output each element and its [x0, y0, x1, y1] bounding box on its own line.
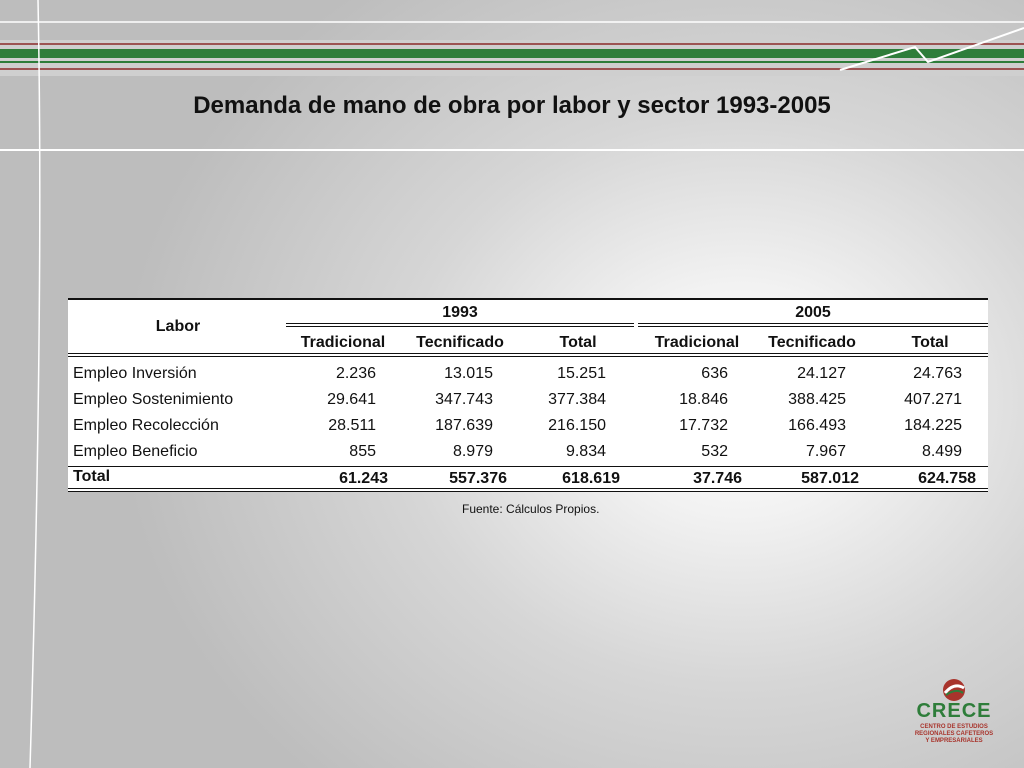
subheader-tradicional-2005: Tradicional — [654, 334, 740, 351]
table-cell: 15.251 — [557, 365, 606, 382]
labor-header: Labor — [155, 318, 201, 335]
total-row-label: Total — [73, 468, 111, 485]
table-cell: 29.641 — [327, 391, 376, 408]
subheader-tecnificado-1993: Tecnificado — [416, 334, 504, 351]
table-top-rule — [68, 298, 988, 300]
table-cell: 18.846 — [679, 391, 728, 408]
table-cell: 216.150 — [548, 417, 606, 434]
row-label-recoleccion: Empleo Recolección — [73, 417, 219, 434]
source-note: Fuente: Cálculos Propios. — [462, 502, 600, 516]
row-label-sostenimiento: Empleo Sostenimiento — [73, 391, 234, 408]
table-cell: 347.743 — [435, 391, 493, 408]
table-cell: 855 — [349, 443, 376, 460]
subheader-tecnificado-2005: Tecnificado — [768, 334, 856, 351]
table-cell: 9.834 — [565, 443, 606, 460]
table-cell: 532 — [701, 443, 728, 460]
row-label-beneficio: Empleo Beneficio — [73, 443, 198, 460]
logo-subtitle-line-2: REGIONALES CAFETEROS — [914, 731, 994, 737]
row-label-inversion: Empleo Inversión — [73, 365, 197, 382]
total-top-rule — [68, 466, 988, 467]
year-1993-rule — [286, 323, 634, 324]
table-cell: 166.493 — [788, 417, 846, 434]
logo-subtitle-line-3: Y EMPRESARIALES — [925, 738, 983, 744]
year-2005-header: 2005 — [795, 304, 831, 321]
logo-subtitle-line-1: CENTRO DE ESTUDIOS — [920, 724, 988, 730]
table-cell: 184.225 — [904, 417, 962, 434]
header-bottom-rule-2 — [68, 356, 988, 357]
total-cell: 618.619 — [562, 470, 620, 487]
table-cell: 2.236 — [335, 365, 376, 382]
logo-name: CRECE — [916, 700, 992, 722]
table-bottom-rule — [68, 488, 988, 489]
table-cell: 24.127 — [797, 365, 846, 382]
total-cell: 587.012 — [801, 470, 859, 487]
total-cell: 624.758 — [918, 470, 976, 487]
year-2005-rule — [638, 323, 988, 324]
subheader-tradicional-1993: Tradicional — [300, 334, 386, 351]
table-cell: 377.384 — [548, 391, 606, 408]
table-cell: 17.732 — [679, 417, 728, 434]
table-cell: 8.979 — [452, 443, 493, 460]
table-cell: 388.425 — [788, 391, 846, 408]
year-1993-header: 1993 — [442, 304, 478, 321]
table-bottom-rule-2 — [68, 491, 988, 492]
crece-logo — [912, 676, 996, 746]
subheader-total-1993: Total — [559, 334, 597, 351]
table-cell: 636 — [701, 365, 728, 382]
table-cell: 7.967 — [805, 443, 846, 460]
table-cell: 28.511 — [328, 417, 376, 434]
stripe-green-thick — [0, 49, 1024, 58]
year-2005-rule-2 — [638, 326, 988, 327]
table-cell: 8.499 — [921, 443, 962, 460]
total-cell: 61.243 — [339, 470, 388, 487]
data-table — [68, 298, 988, 492]
total-cell: 37.746 — [693, 470, 742, 487]
total-cell: 557.376 — [449, 470, 507, 487]
year-1993-rule-2 — [286, 326, 634, 327]
table-cell: 13.015 — [444, 365, 493, 382]
table-cell: 187.639 — [435, 417, 493, 434]
slide-title: Demanda de mano de obra por labor y sector 1993-2005 — [193, 92, 831, 119]
table-cell: 24.763 — [913, 365, 962, 382]
subheader-total-2005: Total — [911, 334, 949, 351]
table-cell: 407.271 — [904, 391, 962, 408]
header-bottom-rule — [68, 353, 988, 354]
